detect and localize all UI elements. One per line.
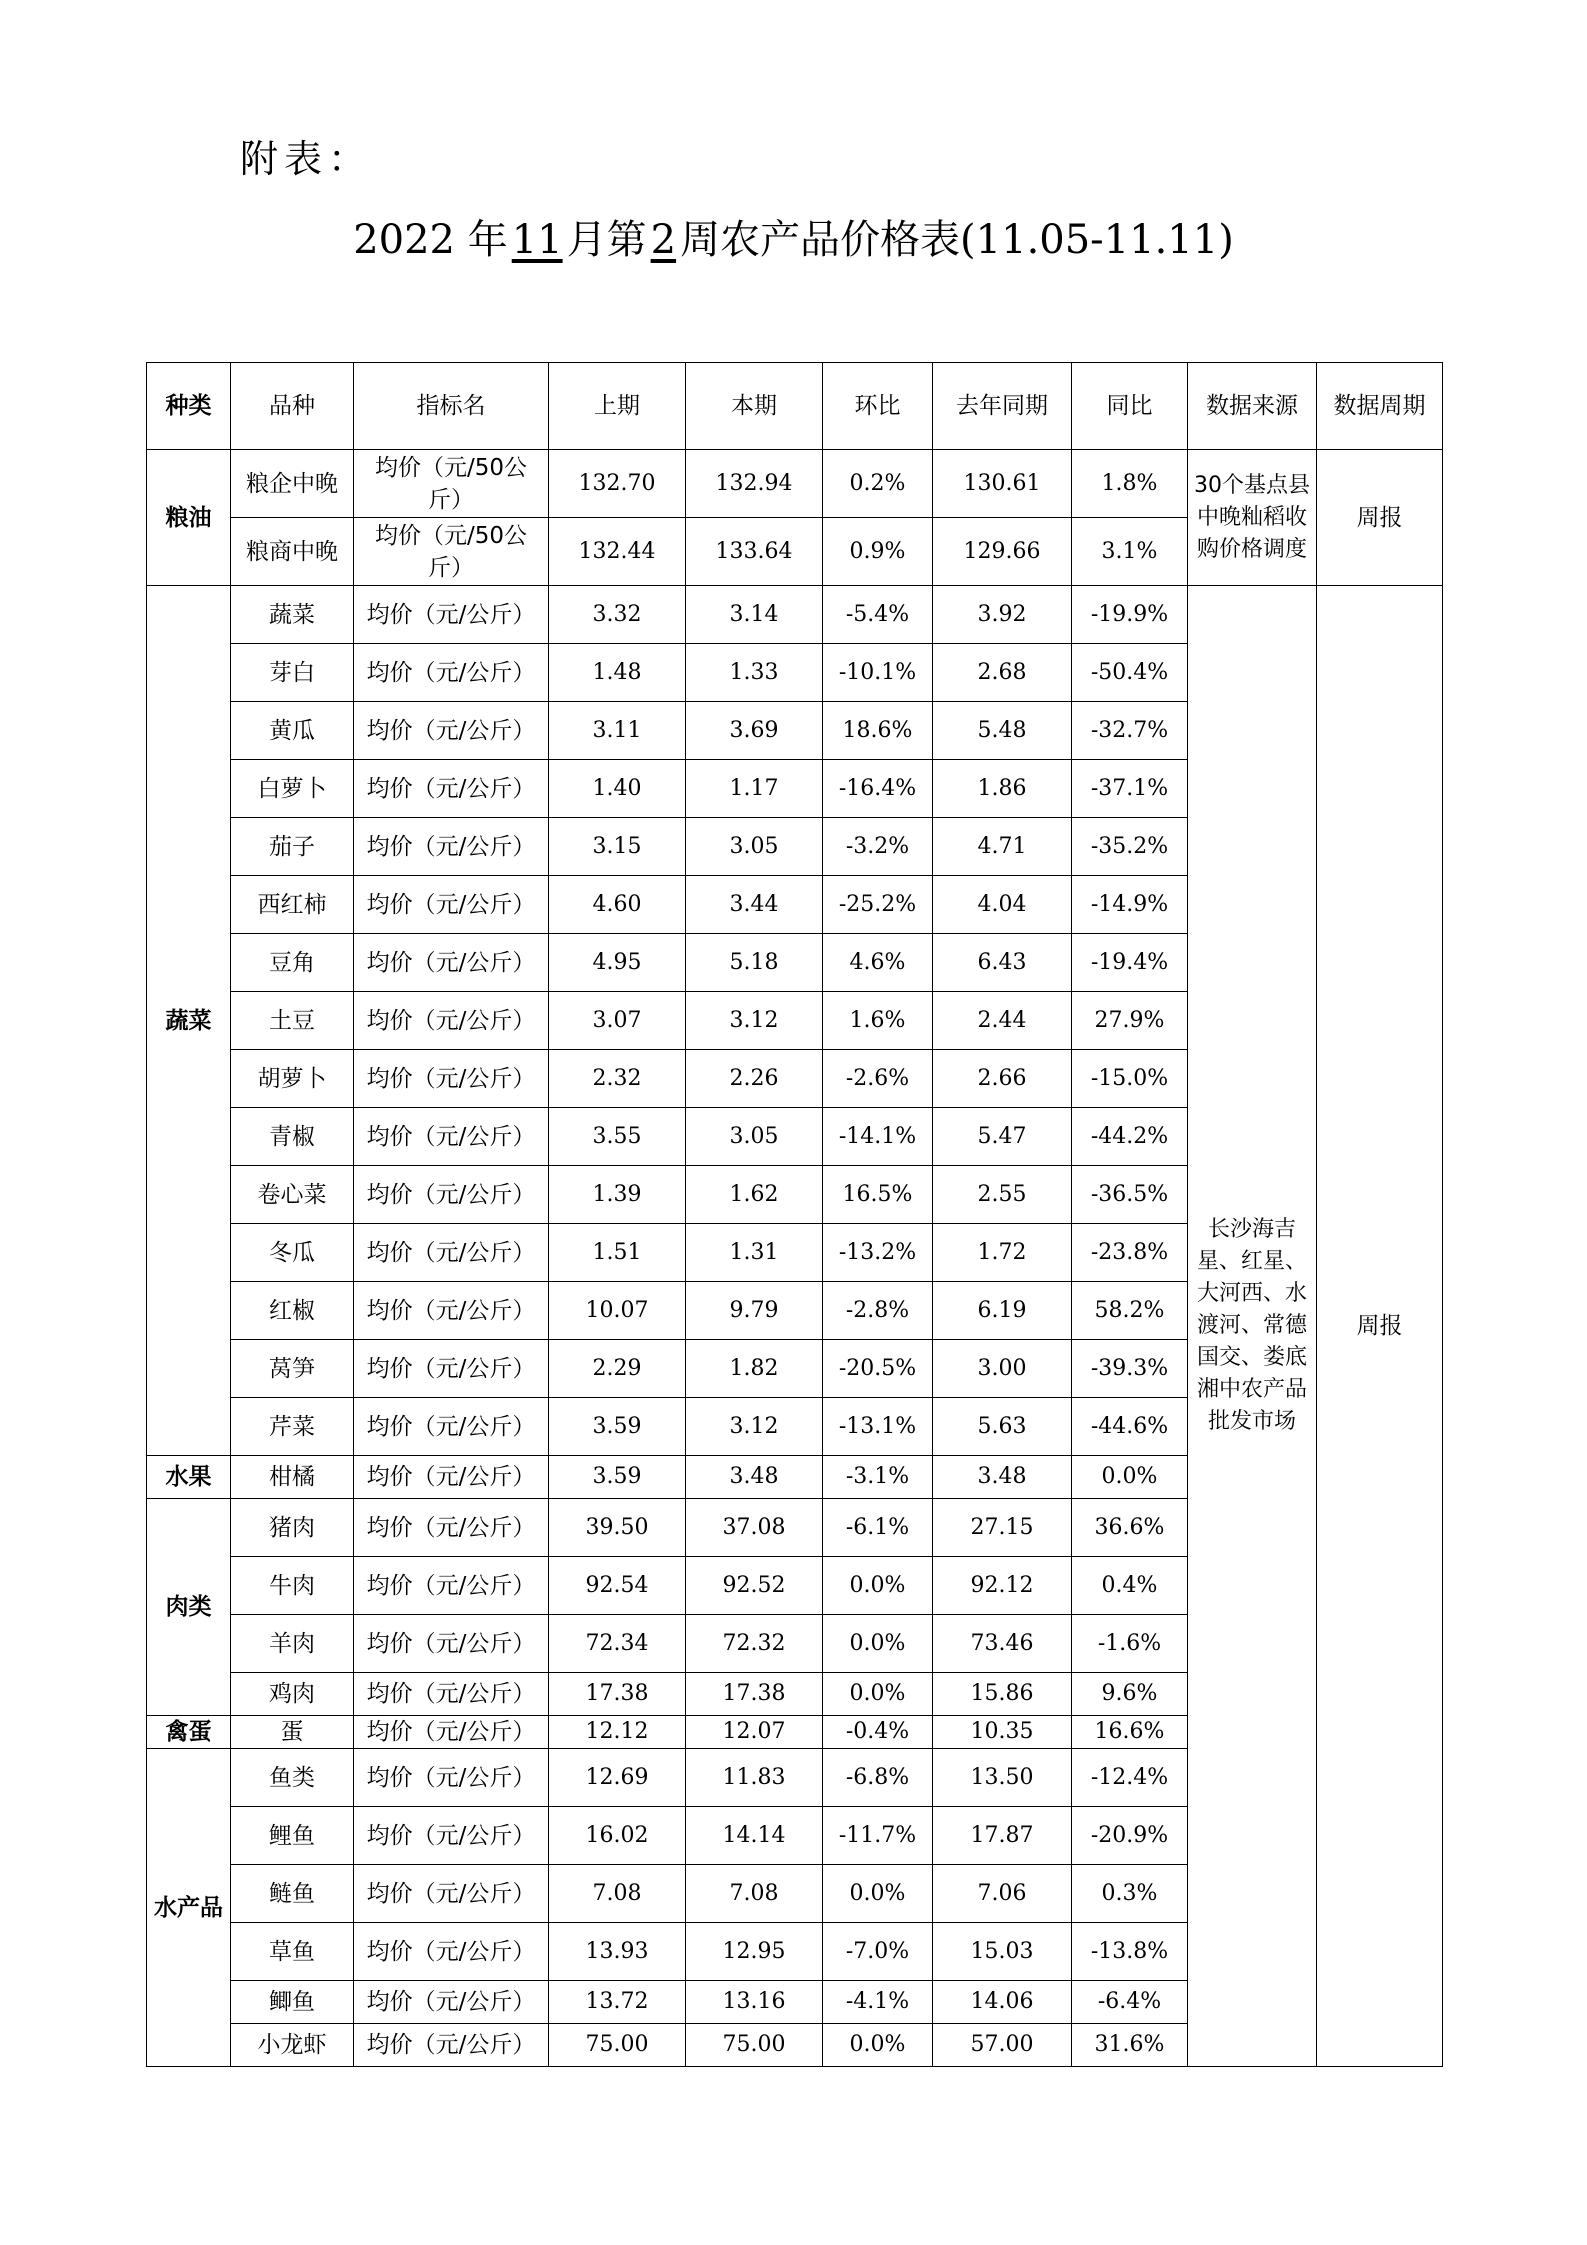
mom-cell: -6.8% [823,1749,933,1807]
indicator-cell: 均价（元/公斤） [354,1050,549,1108]
last-year-cell: 5.48 [933,702,1072,760]
mom-cell: -7.0% [823,1923,933,1981]
mom-cell: 0.0% [823,1557,933,1615]
curr-value-cell: 11.83 [686,1749,823,1807]
header-cell: 数据来源 [1188,363,1317,450]
category-cell: 水果 [147,1456,231,1499]
category-cell: 禽蛋 [147,1716,231,1749]
prev-value-cell: 3.59 [549,1398,686,1456]
last-year-cell: 92.12 [933,1557,1072,1615]
variety-cell: 西红柿 [231,876,354,934]
last-year-cell: 1.86 [933,760,1072,818]
last-year-cell: 14.06 [933,1981,1072,2024]
mom-cell: -10.1% [823,644,933,702]
yoy-cell: 1.8% [1072,450,1188,518]
last-year-cell: 57.00 [933,2024,1072,2067]
curr-value-cell: 14.14 [686,1807,823,1865]
yoy-cell: 3.1% [1072,518,1188,586]
prev-value-cell: 3.07 [549,992,686,1050]
curr-value-cell: 3.48 [686,1456,823,1499]
title-week: 2 [650,217,677,263]
yoy-cell: -39.3% [1072,1340,1188,1398]
curr-value-cell: 132.94 [686,450,823,518]
yoy-cell: -6.4% [1072,1981,1188,2024]
variety-cell: 羊肉 [231,1615,354,1673]
appendix-label: 附表： [240,137,373,181]
yoy-cell: -1.6% [1072,1615,1188,1673]
curr-value-cell: 133.64 [686,518,823,586]
variety-cell: 猪肉 [231,1499,354,1557]
yoy-cell: 0.4% [1072,1557,1188,1615]
curr-value-cell: 2.26 [686,1050,823,1108]
last-year-cell: 2.44 [933,992,1072,1050]
mom-cell: 0.0% [823,2024,933,2067]
curr-value-cell: 3.12 [686,1398,823,1456]
mom-cell: -2.8% [823,1282,933,1340]
header-cell: 种类 [147,363,231,450]
prev-value-cell: 17.38 [549,1673,686,1716]
mom-cell: -4.1% [823,1981,933,2024]
indicator-cell: 均价（元/公斤） [354,1282,549,1340]
indicator-cell: 均价（元/公斤） [354,644,549,702]
mom-cell: 18.6% [823,702,933,760]
indicator-cell: 均价（元/50公斤） [354,518,549,586]
header-cell: 指标名 [354,363,549,450]
mom-cell: -14.1% [823,1108,933,1166]
variety-cell: 鲢鱼 [231,1865,354,1923]
last-year-cell: 2.68 [933,644,1072,702]
curr-value-cell: 72.32 [686,1615,823,1673]
indicator-cell: 均价（元/公斤） [354,1456,549,1499]
variety-cell: 白萝卜 [231,760,354,818]
mom-cell: -3.1% [823,1456,933,1499]
page-title [0,208,1587,265]
table-row [147,450,1443,518]
yoy-cell: -32.7% [1072,702,1188,760]
prev-value-cell: 72.34 [549,1615,686,1673]
yoy-cell: -36.5% [1072,1166,1188,1224]
variety-cell: 柑橘 [231,1456,354,1499]
curr-value-cell: 12.95 [686,1923,823,1981]
curr-value-cell: 37.08 [686,1499,823,1557]
indicator-cell: 均价（元/公斤） [354,1716,549,1749]
prev-value-cell: 1.40 [549,760,686,818]
table-row [147,586,1443,644]
yoy-cell: -50.4% [1072,644,1188,702]
variety-cell: 冬瓜 [231,1224,354,1282]
yoy-cell: -12.4% [1072,1749,1188,1807]
prev-value-cell: 12.12 [549,1716,686,1749]
prev-value-cell: 4.95 [549,934,686,992]
indicator-cell: 均价（元/公斤） [354,934,549,992]
mom-cell: 0.0% [823,1615,933,1673]
header-cell: 数据周期 [1317,363,1443,450]
mom-cell: -25.2% [823,876,933,934]
curr-value-cell: 1.33 [686,644,823,702]
header-cell: 上期 [549,363,686,450]
curr-value-cell: 7.08 [686,1865,823,1923]
variety-cell: 卷心菜 [231,1166,354,1224]
yoy-cell: 27.9% [1072,992,1188,1050]
indicator-cell: 均价（元/公斤） [354,1807,549,1865]
last-year-cell: 2.55 [933,1166,1072,1224]
variety-cell: 芽白 [231,644,354,702]
mom-cell: 0.0% [823,1865,933,1923]
yoy-cell: -44.2% [1072,1108,1188,1166]
indicator-cell: 均价（元/公斤） [354,2024,549,2067]
last-year-cell: 5.63 [933,1398,1072,1456]
variety-cell: 鲫鱼 [231,1981,354,2024]
category-cell: 蔬菜 [147,586,231,1456]
title-mid: 月第 [566,217,647,263]
curr-value-cell: 9.79 [686,1282,823,1340]
indicator-cell: 均价（元/公斤） [354,992,549,1050]
indicator-cell: 均价（元/公斤） [354,1108,549,1166]
curr-value-cell: 92.52 [686,1557,823,1615]
mom-cell: -6.1% [823,1499,933,1557]
prev-value-cell: 3.11 [549,702,686,760]
yoy-cell: -35.2% [1072,818,1188,876]
variety-cell: 鸡肉 [231,1673,354,1716]
last-year-cell: 129.66 [933,518,1072,586]
curr-value-cell: 3.12 [686,992,823,1050]
price-table [146,362,1443,2067]
indicator-cell: 均价（元/公斤） [354,1865,549,1923]
variety-cell: 青椒 [231,1108,354,1166]
prev-value-cell: 13.93 [549,1923,686,1981]
last-year-cell: 3.00 [933,1340,1072,1398]
prev-value-cell: 92.54 [549,1557,686,1615]
yoy-cell: -15.0% [1072,1050,1188,1108]
indicator-cell: 均价（元/公斤） [354,1923,549,1981]
last-year-cell: 3.48 [933,1456,1072,1499]
curr-value-cell: 3.05 [686,1108,823,1166]
prev-value-cell: 132.44 [549,518,686,586]
yoy-cell: -23.8% [1072,1224,1188,1282]
prev-value-cell: 7.08 [549,1865,686,1923]
curr-value-cell: 1.82 [686,1340,823,1398]
header-cell: 环比 [823,363,933,450]
indicator-cell: 均价（元/公斤） [354,1749,549,1807]
last-year-cell: 73.46 [933,1615,1072,1673]
yoy-cell: 0.3% [1072,1865,1188,1923]
variety-cell: 小龙虾 [231,2024,354,2067]
variety-cell: 蛋 [231,1716,354,1749]
mom-cell: -13.2% [823,1224,933,1282]
mom-cell: 1.6% [823,992,933,1050]
last-year-cell: 27.15 [933,1499,1072,1557]
yoy-cell: 31.6% [1072,2024,1188,2067]
mom-cell: 16.5% [823,1166,933,1224]
last-year-cell: 15.86 [933,1673,1072,1716]
variety-cell: 胡萝卜 [231,1050,354,1108]
mom-cell: -5.4% [823,586,933,644]
variety-cell: 粮商中晚 [231,518,354,586]
category-cell: 粮油 [147,450,231,586]
curr-value-cell: 3.14 [686,586,823,644]
yoy-cell: 16.6% [1072,1716,1188,1749]
header-cell: 本期 [686,363,823,450]
data-source-cell: 30个基点县中晚籼稻收购价格调度 [1188,450,1317,586]
variety-cell: 芹菜 [231,1398,354,1456]
data-period-cell: 周报 [1317,586,1443,2067]
yoy-cell: 36.6% [1072,1499,1188,1557]
last-year-cell: 4.71 [933,818,1072,876]
category-cell: 肉类 [147,1499,231,1716]
prev-value-cell: 1.39 [549,1166,686,1224]
mom-cell: -2.6% [823,1050,933,1108]
last-year-cell: 2.66 [933,1050,1072,1108]
prev-value-cell: 2.29 [549,1340,686,1398]
yoy-cell: -13.8% [1072,1923,1188,1981]
prev-value-cell: 1.51 [549,1224,686,1282]
yoy-cell: -19.9% [1072,586,1188,644]
prev-value-cell: 3.59 [549,1456,686,1499]
mom-cell: -11.7% [823,1807,933,1865]
indicator-cell: 均价（元/公斤） [354,1224,549,1282]
last-year-cell: 6.43 [933,934,1072,992]
prev-value-cell: 2.32 [549,1050,686,1108]
indicator-cell: 均价（元/公斤） [354,1398,549,1456]
curr-value-cell: 1.62 [686,1166,823,1224]
last-year-cell: 1.72 [933,1224,1072,1282]
indicator-cell: 均价（元/公斤） [354,1673,549,1716]
curr-value-cell: 75.00 [686,2024,823,2067]
last-year-cell: 6.19 [933,1282,1072,1340]
yoy-cell: 9.6% [1072,1673,1188,1716]
yoy-cell: -37.1% [1072,760,1188,818]
mom-cell: 0.2% [823,450,933,518]
variety-cell: 牛肉 [231,1557,354,1615]
indicator-cell: 均价（元/公斤） [354,702,549,760]
title-suffix: 周农产品价格表(11.05-11.11) [680,217,1234,263]
curr-value-cell: 3.05 [686,818,823,876]
variety-cell: 鱼类 [231,1749,354,1807]
curr-value-cell: 17.38 [686,1673,823,1716]
indicator-cell: 均价（元/公斤） [354,1615,549,1673]
variety-cell: 茄子 [231,818,354,876]
indicator-cell: 均价（元/公斤） [354,1166,549,1224]
mom-cell: -13.1% [823,1398,933,1456]
data-source-cell: 长沙海吉星、红星、大河西、水渡河、常德国交、娄底湘中农产品批发市场 [1188,586,1317,2067]
prev-value-cell: 3.55 [549,1108,686,1166]
curr-value-cell: 13.16 [686,1981,823,2024]
prev-value-cell: 1.48 [549,644,686,702]
yoy-cell: 58.2% [1072,1282,1188,1340]
last-year-cell: 13.50 [933,1749,1072,1807]
curr-value-cell: 12.07 [686,1716,823,1749]
mom-cell: -16.4% [823,760,933,818]
yoy-cell: 0.0% [1072,1456,1188,1499]
indicator-cell: 均价（元/公斤） [354,586,549,644]
mom-cell: -0.4% [823,1716,933,1749]
last-year-cell: 4.04 [933,876,1072,934]
prev-value-cell: 16.02 [549,1807,686,1865]
indicator-cell: 均价（元/公斤） [354,760,549,818]
title-prefix: 2022 年 [353,217,508,263]
prev-value-cell: 39.50 [549,1499,686,1557]
prev-value-cell: 75.00 [549,2024,686,2067]
curr-value-cell: 1.17 [686,760,823,818]
last-year-cell: 130.61 [933,450,1072,518]
yoy-cell: -20.9% [1072,1807,1188,1865]
title-month: 11 [511,217,563,263]
last-year-cell: 10.35 [933,1716,1072,1749]
last-year-cell: 7.06 [933,1865,1072,1923]
category-cell: 水产品 [147,1749,231,2067]
indicator-cell: 均价（元/50公斤） [354,450,549,518]
curr-value-cell: 5.18 [686,934,823,992]
variety-cell: 鲤鱼 [231,1807,354,1865]
variety-cell: 黄瓜 [231,702,354,760]
prev-value-cell: 3.15 [549,818,686,876]
yoy-cell: -14.9% [1072,876,1188,934]
variety-cell: 草鱼 [231,1923,354,1981]
mom-cell: -20.5% [823,1340,933,1398]
indicator-cell: 均价（元/公斤） [354,818,549,876]
variety-cell: 粮企中晚 [231,450,354,518]
header-cell: 品种 [231,363,354,450]
mom-cell: -3.2% [823,818,933,876]
prev-value-cell: 13.72 [549,1981,686,2024]
last-year-cell: 17.87 [933,1807,1072,1865]
prev-value-cell: 132.70 [549,450,686,518]
mom-cell: 4.6% [823,934,933,992]
mom-cell: 0.0% [823,1673,933,1716]
curr-value-cell: 3.69 [686,702,823,760]
yoy-cell: -44.6% [1072,1398,1188,1456]
indicator-cell: 均价（元/公斤） [354,1557,549,1615]
last-year-cell: 3.92 [933,586,1072,644]
variety-cell: 豆角 [231,934,354,992]
header-cell: 同比 [1072,363,1188,450]
table-header-row [147,363,1443,450]
last-year-cell: 15.03 [933,1923,1072,1981]
variety-cell: 蔬菜 [231,586,354,644]
prev-value-cell: 3.32 [549,586,686,644]
indicator-cell: 均价（元/公斤） [354,876,549,934]
curr-value-cell: 3.44 [686,876,823,934]
indicator-cell: 均价（元/公斤） [354,1340,549,1398]
variety-cell: 莴笋 [231,1340,354,1398]
prev-value-cell: 4.60 [549,876,686,934]
indicator-cell: 均价（元/公斤） [354,1981,549,2024]
prev-value-cell: 12.69 [549,1749,686,1807]
last-year-cell: 5.47 [933,1108,1072,1166]
data-period-cell: 周报 [1317,450,1443,586]
header-cell: 去年同期 [933,363,1072,450]
yoy-cell: -19.4% [1072,934,1188,992]
mom-cell: 0.9% [823,518,933,586]
prev-value-cell: 10.07 [549,1282,686,1340]
variety-cell: 红椒 [231,1282,354,1340]
curr-value-cell: 1.31 [686,1224,823,1282]
variety-cell: 土豆 [231,992,354,1050]
indicator-cell: 均价（元/公斤） [354,1499,549,1557]
